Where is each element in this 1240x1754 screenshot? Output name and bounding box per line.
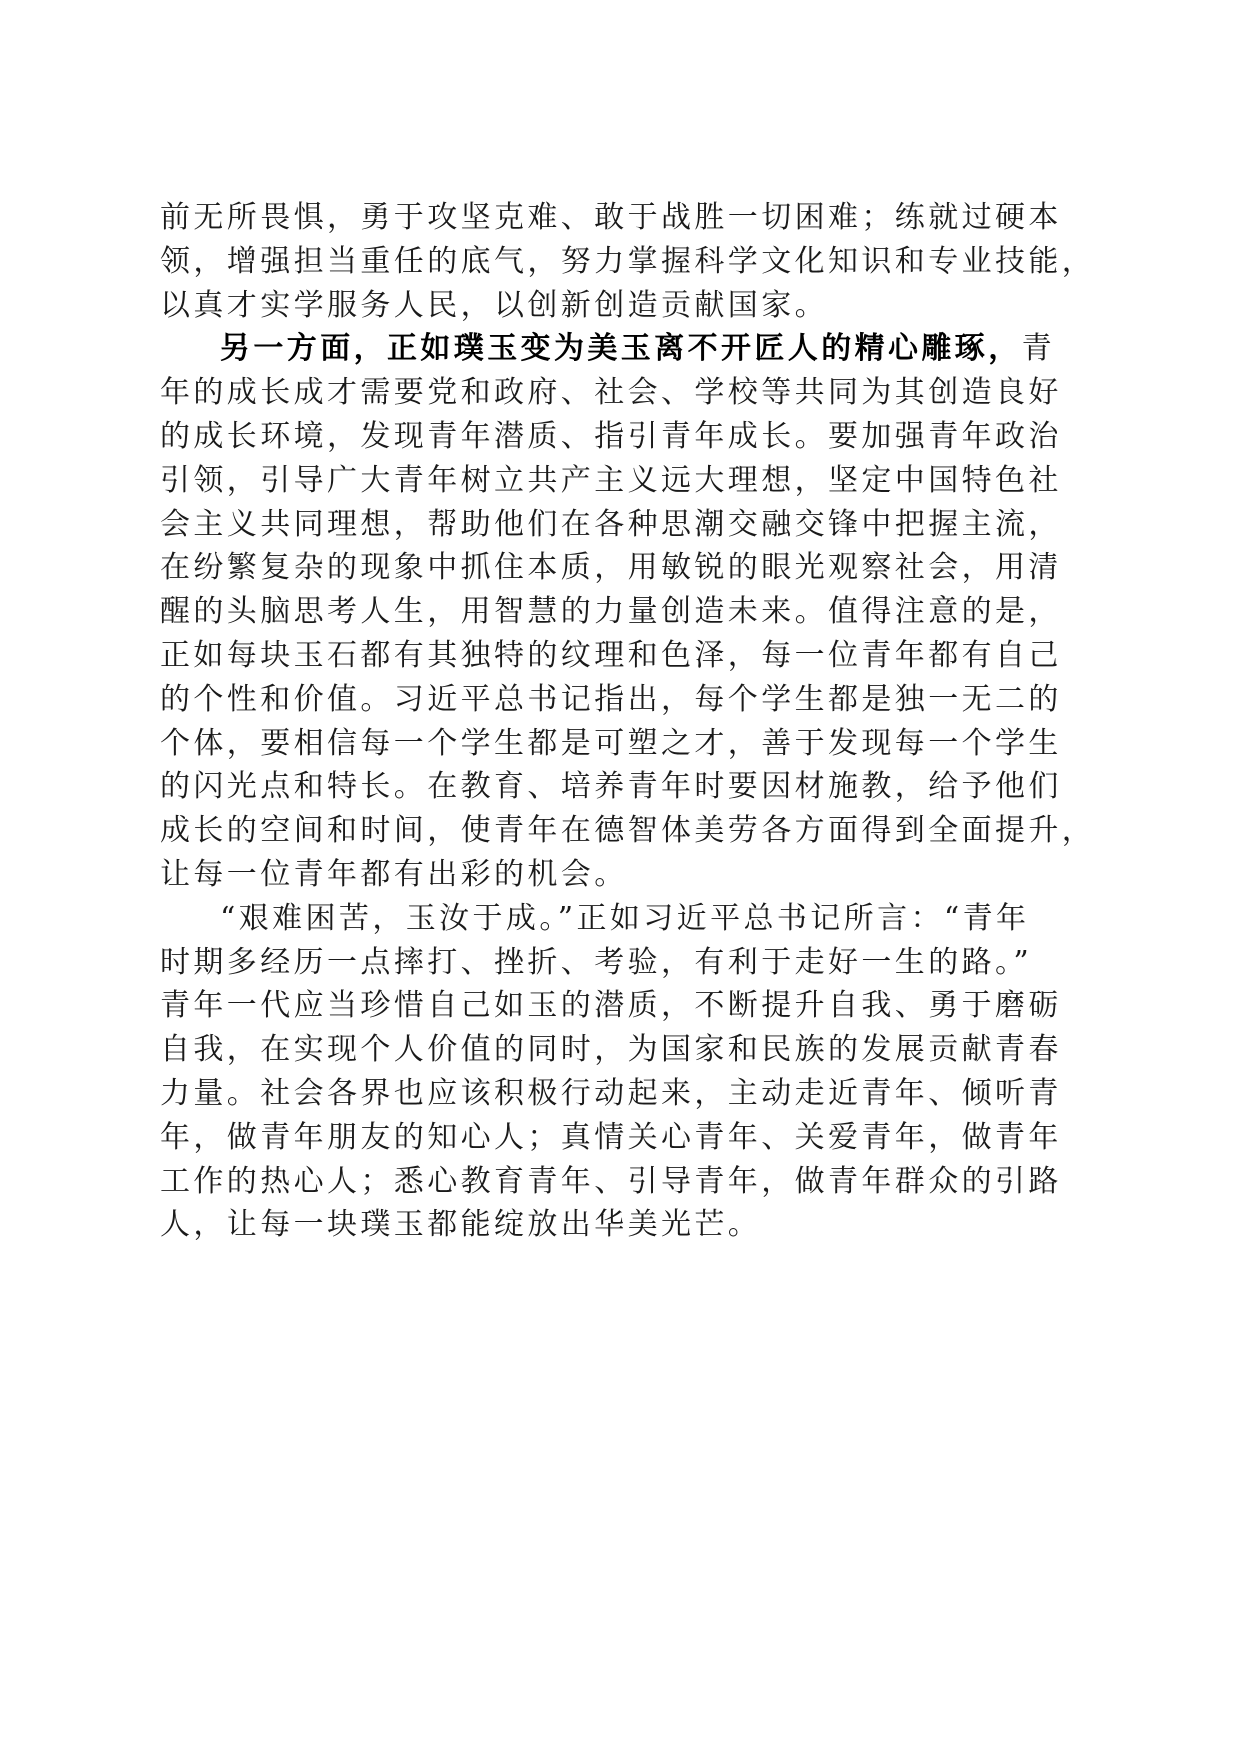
- paragraph-3-line: 时期多经历一点摔打、挫折、考验，有利于走好一生的路。”: [160, 944, 1033, 980]
- paragraph-2-line: 成长的空间和时间，使青年在德智体美劳各方面得到全面提升，: [160, 813, 1096, 849]
- paragraph-1-line: 以真才实学服务人民，以创新创造贡献国家。: [160, 287, 828, 323]
- paragraph-3-line: 人，让每一块璞玉都能绽放出华美光芒。: [160, 1207, 762, 1243]
- paragraph-1: [160, 196, 1096, 327]
- paragraph-2-line: 会主义共同理想，帮助他们在各种思潮交融交锋中把握主流，: [160, 506, 1062, 542]
- paragraph-2-line: 引领，引导广大青年树立共产主义远大理想，坚定中国特色社: [160, 462, 1062, 498]
- paragraph-3-line: 自我，在实现个人价值的同时，为国家和民族的发展贡献青春: [160, 1032, 1062, 1068]
- paragraph-3-line: 青年一代应当珍惜自己如玉的潜质，不断提升自我、勇于磨砺: [160, 988, 1062, 1024]
- paragraph-3-line: 力量。社会各界也应该积极行动起来，主动走近青年、倾听青: [160, 1075, 1062, 1111]
- paragraph-2-line: 正如每块玉石都有其独特的纹理和色泽，每一位青年都有自己: [160, 637, 1062, 673]
- paragraph-2-line: 的个性和价值。习近平总书记指出，每个学生都是独一无二的: [160, 681, 1062, 717]
- paragraph-2-line: 个体，要相信每一个学生都是可塑之才，善于发现每一个学生: [160, 725, 1062, 761]
- paragraph-3-first-line: “艰难困苦，玉汝于成。”正如习近平总书记所言：“青年: [220, 900, 1030, 936]
- paragraph-2-line: 醒的头脑思考人生，用智慧的力量创造未来。值得注意的是，: [160, 594, 1062, 630]
- paragraph-1-line: 领，增强担当重任的底气，努力掌握科学文化知识和专业技能，: [160, 243, 1096, 279]
- paragraph-2-line: 的成长环境，发现青年潜质、指引青年成长。要加强青年政治: [160, 418, 1062, 454]
- paragraph-3: [160, 897, 1080, 1247]
- paragraph-2: [160, 327, 1096, 896]
- paragraph-2-line: 让每一位青年都有出彩的机会。: [160, 856, 628, 892]
- paragraph-2-bold-lead: 另一方面，正如璞玉变为美玉离不开匠人的精心雕琢，: [220, 331, 1022, 367]
- paragraph-2-line: 在纷繁复杂的现象中抓住本质，用敏锐的眼光观察社会，用清: [160, 550, 1062, 586]
- paragraph-1-line: 前无所畏惧，勇于攻坚克难、敢于战胜一切困难；练就过硬本: [160, 200, 1062, 235]
- paragraph-2-first-line: [160, 327, 1080, 371]
- paragraph-2-line: 年的成长成才需要党和政府、社会、学校等共同为其创造良好: [160, 375, 1062, 411]
- paragraph-3-line: 年，做青年朋友的知心人；真情关心青年、关爱青年，做青年: [160, 1119, 1062, 1155]
- paragraph-2-first-line-rest: 青: [1021, 331, 1056, 367]
- paragraph-3-line: 工作的热心人；悉心教育青年、引导青年，做青年群众的引路: [160, 1163, 1062, 1199]
- paragraph-2-line: 的闪光点和特长。在教育、培养青年时要因材施教，给予他们: [160, 769, 1062, 805]
- document-body: [160, 196, 1096, 1247]
